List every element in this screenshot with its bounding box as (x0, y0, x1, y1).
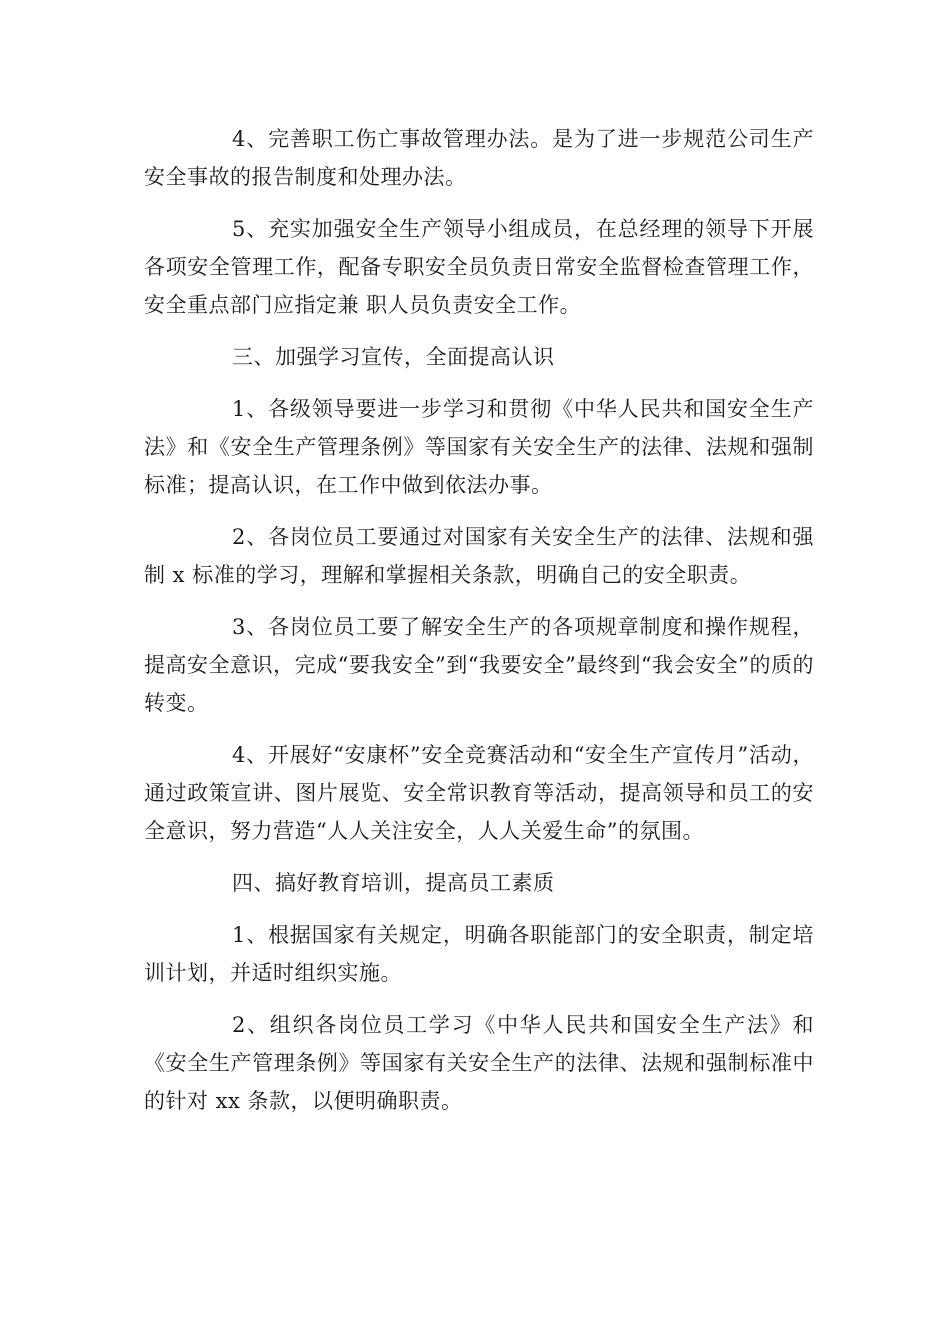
paragraph-leaders-study-law: 1、各级领导要进一步学习和贯彻《中华人民共和国安全生产法》和《安全生产管理条例》等国家有关安全生产的法律、法规和强制标准；提高认识，在工作中做到依法办事。 (144, 397, 814, 497)
paragraph-training-plan: 1、根据国家有关规定，明确各职能部门的安全职责，制定培训计划，并适时组织实施。 (144, 923, 814, 985)
document-body (144, 120, 814, 1134)
paragraph-organize-study: 2、组织各岗位员工学习《中华人民共和国安全生产法》和《安全生产管理条例》等国家有关安全生产的法律、法规和强制标准中的针对 xx 条款，以便明确职责。 (144, 1013, 814, 1113)
paragraph-injury-management: 4、完善职工伤亡事故管理办法。是为了进一步规范公司生产安全事故的报告制度和处理办法。 (144, 127, 814, 189)
paragraph-safety-awareness: 3、各岗位员工要了解安全生产的各项规章制度和操作规程，提高安全意识，完成“要我安全”到“我要安全”最终到“我会安全”的质的转变。 (144, 615, 814, 715)
paragraph-safety-campaign: 4、开展好“安康杯”安全竞赛活动和“安全生产宣传月”活动，通过政策宣讲、图片展览、安全常识教育等活动，提高领导和员工的安全意识，努力营造“人人关注安全，人人关爱生命”的氛围。 (144, 743, 814, 843)
paragraph-safety-team: 5、充实加强安全生产领导小组成员，在总经理的领导下开展各项安全管理工作，配备专职安全员负责日常安全监督检查管理工作，安全重点部门应指定兼 职人员负责安全工作。 (144, 217, 814, 317)
section-heading-study-publicity: 三、加强学习宣传，全面提高认识 (232, 345, 555, 369)
paragraph-staff-study-law: 2、各岗位员工要通过对国家有关安全生产的法律、法规和强制 x 标准的学习，理解和掌握相关条款，明确自己的安全职责。 (144, 525, 814, 587)
section-heading-education-training: 四、搞好教育培训，提高员工素质 (232, 871, 555, 895)
